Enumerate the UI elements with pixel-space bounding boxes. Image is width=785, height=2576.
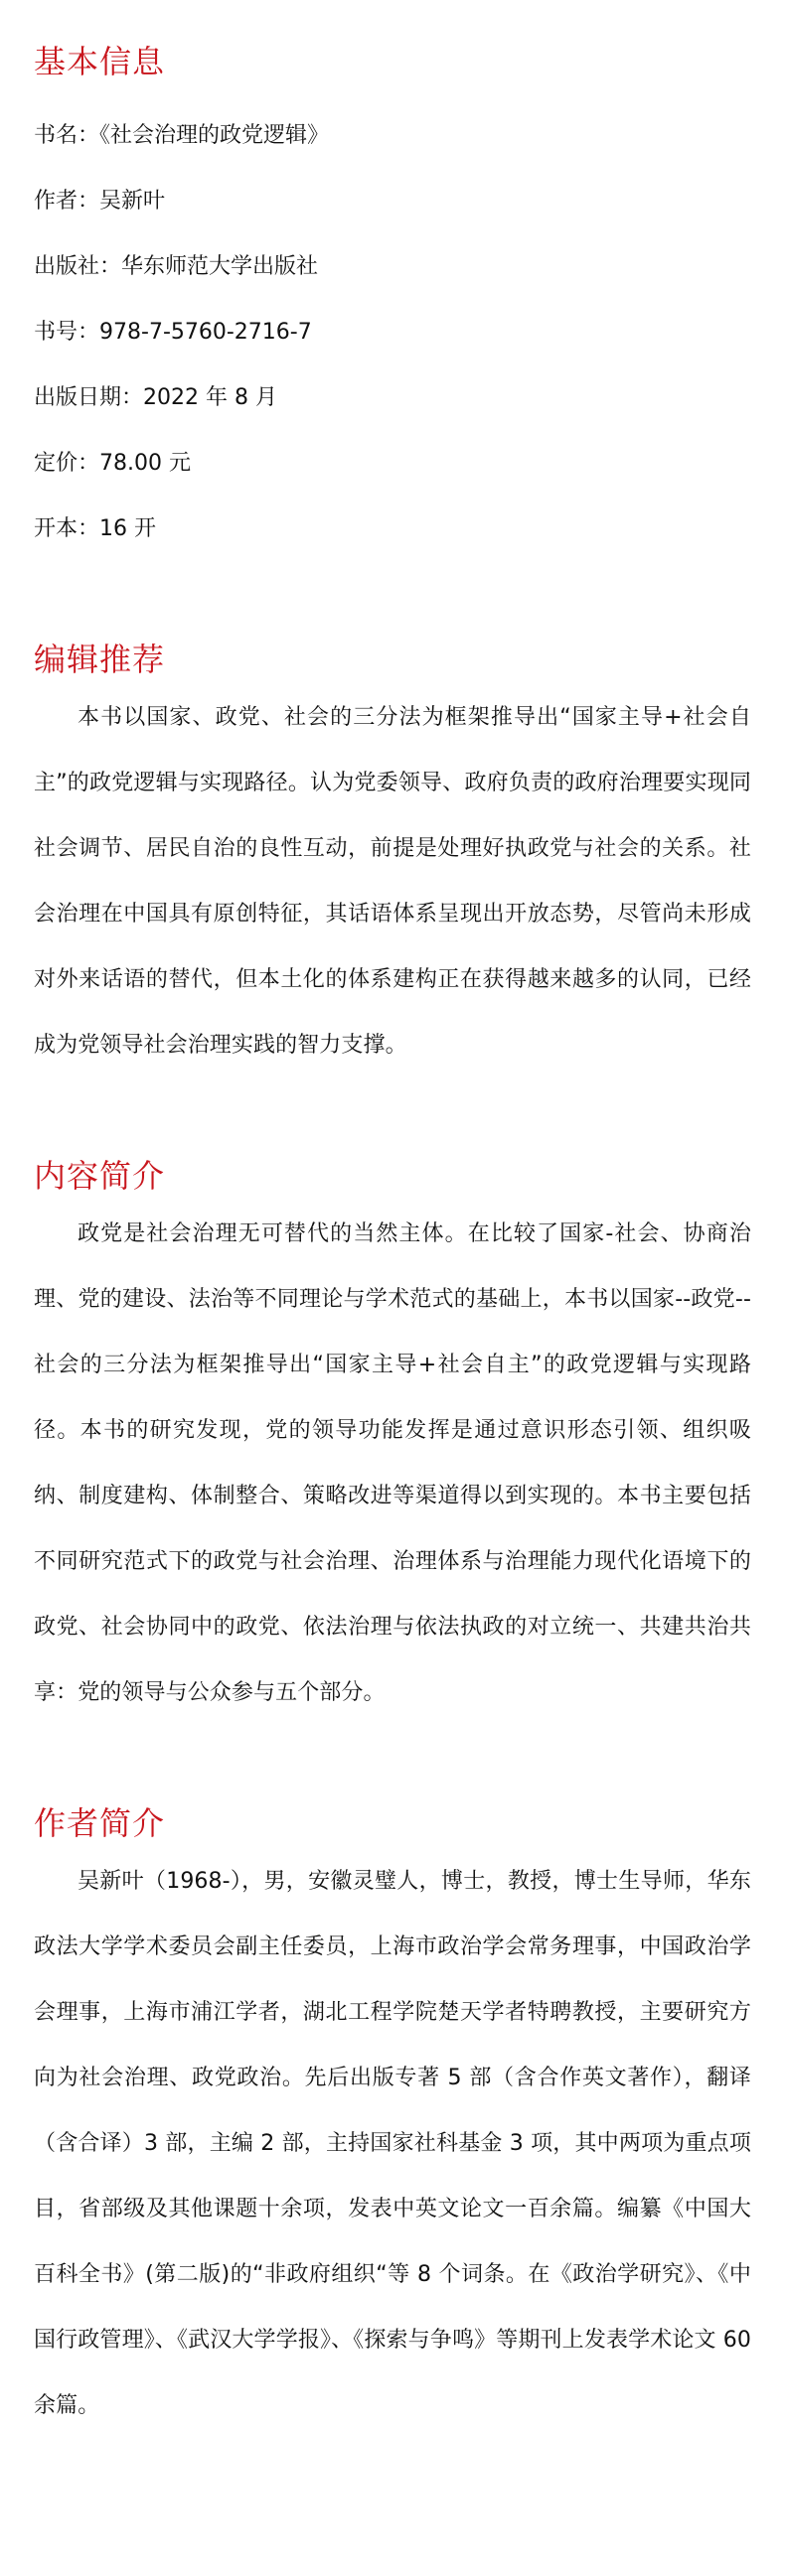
author-intro-title: 作者简介 — [34, 1804, 166, 1842]
basic-info-list — [34, 103, 751, 562]
info-row-publish-date — [34, 365, 751, 431]
info-label: 出版社： — [34, 254, 122, 279]
content-intro-section — [34, 1156, 751, 1726]
content-intro-text: 政党是社会治理无可替代的当然主体。在比较了国家-社会、协商治理、党的建设、法治等不同理论与学术范式的基础上，本书以国家--政党--社会的三分法为框架推导出“国家主导+社会自主”的政党逻辑与实现路径。本书的研究发现，党的领导功能发挥是通过意识形态引领、组织吸纳、制度建构、体制整合、策略改进等渠道得以到实现的。本书主要包括不同研究范式下的政党与社会治理、治理体系与治理能力现代化语境下的政党、社会协同中的政党、依法治理与依法执政的对立统一、共建共治共享：党的领导与公众参与五个部分。 — [34, 1221, 751, 1705]
info-label: 书名： — [34, 123, 100, 148]
info-row-author — [34, 169, 751, 234]
info-label: 开本： — [34, 516, 100, 541]
info-value: 16 开 — [99, 516, 157, 541]
author-intro-text: 吴新叶（1968-），男，安徽灵璧人，博士，教授，博士生导师，华东政法大学学术委员会副主任委员，上海市政治学会常务理事，中国政治学会理事，上海市浦江学者，湖北工程学院楚天学者特聘教授，主要研究方向为社会治理、政党政治。先后出版专著 5 部（含合作英文著作），翻译（含合译）3 部，主编 2 部，主持国家社科基金 3 项，其中两项为重点项目，省部级及其他课题十余项，发表中英文论文一百余篇。编纂《中国大百科全书》(第二版)的“非政府组织“等 8 个词条。在《政治学研究》、《中国行政管理》、《武汉大学学报》、《探索与争鸣》等期刊上发表学术论文 60 余篇。 — [34, 1869, 751, 2418]
info-value: 2022 年 8 月 — [143, 385, 277, 410]
info-row-price — [34, 431, 751, 497]
info-label: 作者： — [34, 189, 100, 214]
basic-info-title: 基本信息 — [34, 43, 166, 80]
info-value: 《社会治理的政党逻辑》 — [99, 123, 330, 148]
info-row-isbn — [34, 300, 751, 365]
info-row-book-title — [34, 103, 751, 169]
info-label: 书号： — [34, 320, 100, 345]
editor-recommend-title: 编辑推荐 — [34, 641, 166, 678]
info-value: 978-7-5760-2716-7 — [99, 320, 312, 345]
editor-recommend-section — [34, 640, 751, 1078]
info-value: 吴新叶 — [99, 189, 166, 214]
basic-info-section — [34, 42, 751, 562]
editor-recommend-text: 本书以国家、政党、社会的三分法为框架推导出“国家主导+社会自主”的政党逻辑与实现路径。认为党委领导、政府负责的政府治理要实现同社会调节、居民自治的良性互动，前提是处理好执政党与社会的关系。社会治理在中国具有原创特征，其话语体系呈现出开放态势，尽管尚未形成对外来话语的替代，但本土化的体系建构正在获得越来越多的认同，已经成为党领导社会治理实践的智力支撑。 — [34, 705, 751, 1058]
info-row-publisher — [34, 234, 751, 300]
info-label: 出版日期： — [34, 385, 144, 410]
author-intro-section — [34, 1803, 751, 2439]
info-value: 华东师范大学出版社 — [121, 254, 319, 279]
info-row-format — [34, 497, 751, 562]
content-intro-title: 内容简介 — [34, 1157, 166, 1195]
info-label: 定价： — [34, 451, 100, 476]
info-value: 78.00 元 — [99, 451, 191, 476]
